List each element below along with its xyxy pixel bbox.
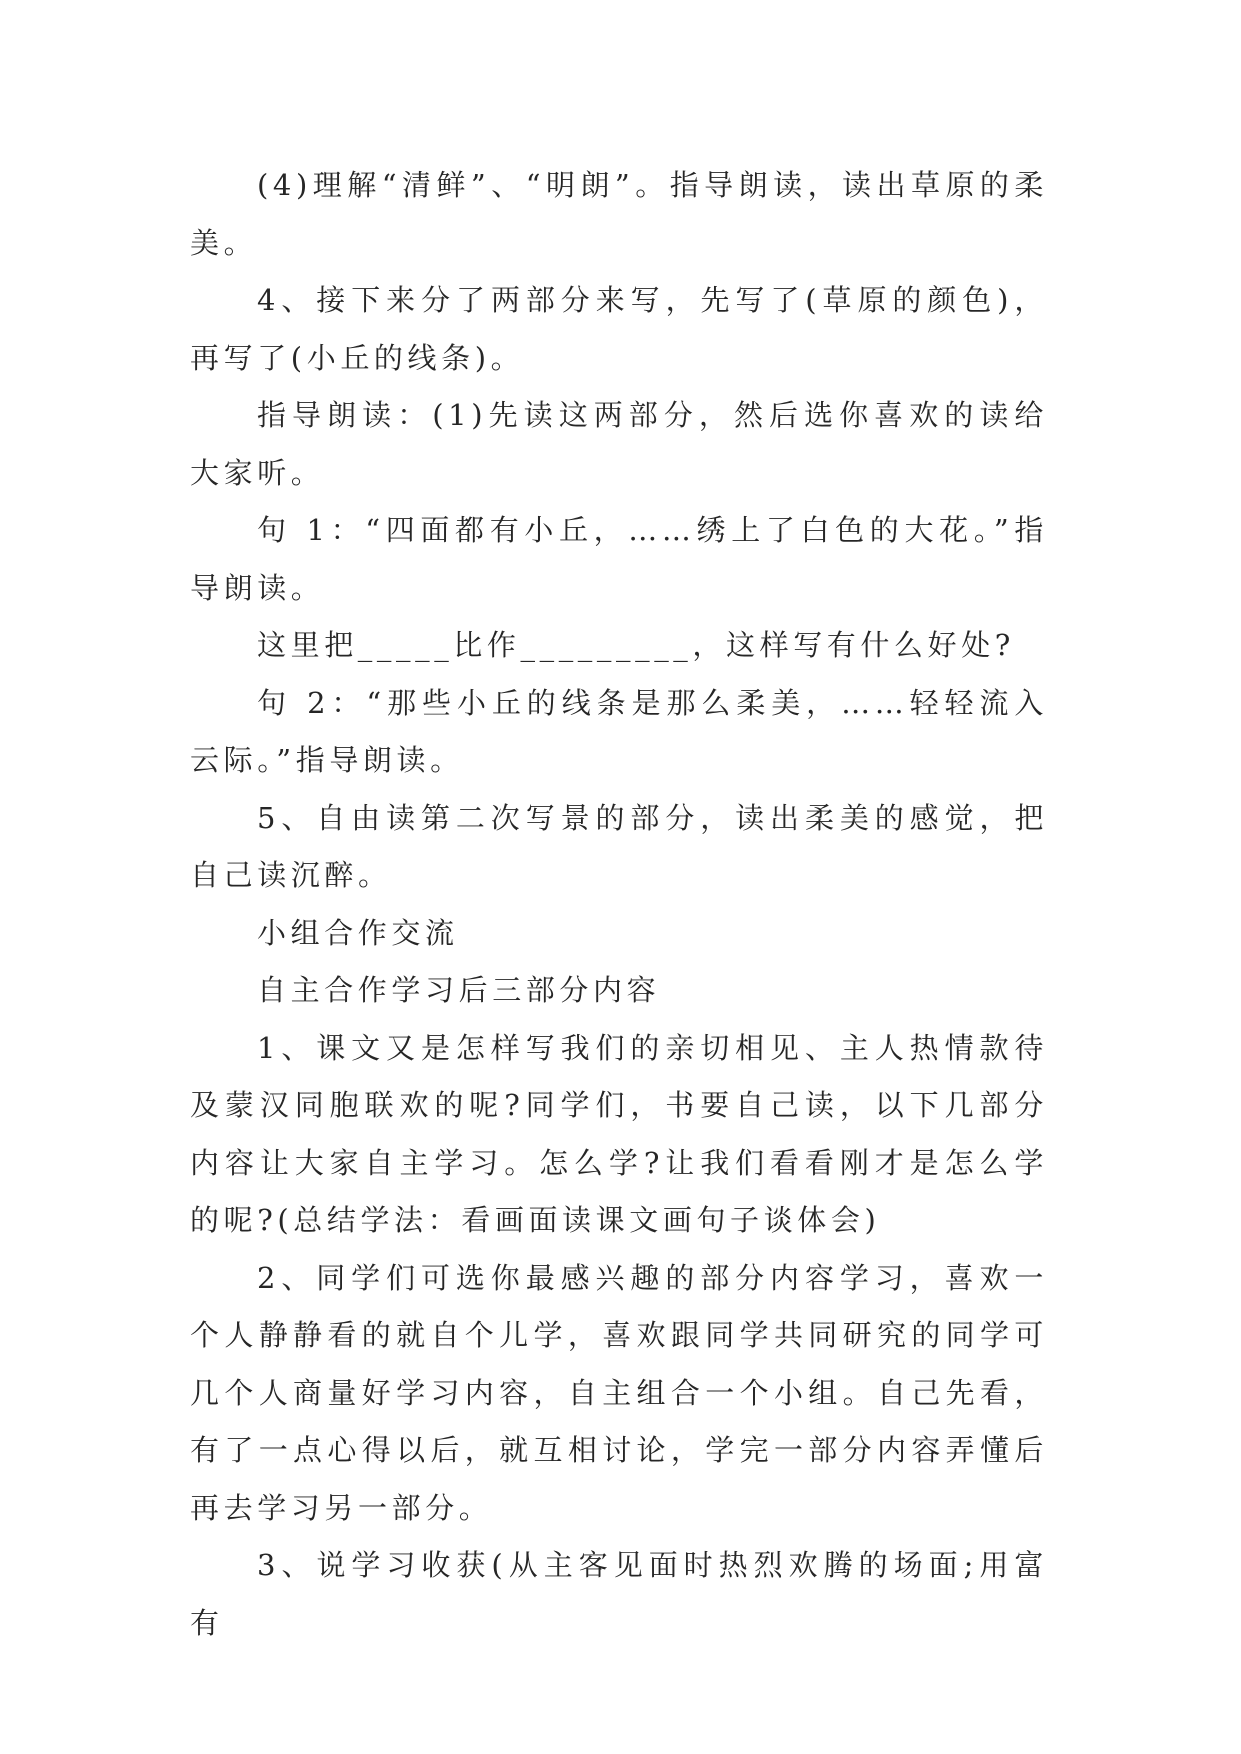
paragraph-item-3: 3、说学习收获(从主客见面时热烈欢腾的场面;用富有 [190,1548,1048,1640]
document-body [190,157,1048,1652]
paragraph-sentence-2: 句 2：“那些小丘的线条是那么柔美，……轻轻流入云际。”指导朗读。 [190,685,1048,777]
paragraph-item-1: 1、课文又是怎样写我们的亲切相见、主人热情款待及蒙汉同胞联欢的呢?同学们，书要自己读，以下几部分内容让大家自主学习。怎么学?让我们看看刚才是怎么学的呢?(总结学法：看画面读课文画句子谈体会) [190,1030,1048,1237]
paragraph-group-heading: 小组合作交流 [257,915,459,950]
paragraph-reading-guide: 指导朗读：(1)先读这两部分，然后选你喜欢的读给大家听。 [190,398,1048,490]
paragraph-self-study-heading: 自主合作学习后三部分内容 [257,973,661,1007]
paragraph-understand-words: (4)理解“清鲜”、“明朗”。指导朗读，读出草原的柔美。 [190,168,1048,260]
paragraph-item-2: 2、同学们可选你最感兴趣的部分内容学习，喜欢一个人静静看的就自个儿学，喜欢跟同学共同研究的同学可几个人商量好学习内容，自主组合一个小组。自己先看，有了一点心得以后，就互相讨论，学完一部分内容弄懂后再去学习另一部分。 [190,1260,1048,1525]
paragraph-free-reading: 5、自由读第二次写景的部分，读出柔美的感觉，把自己读沉醉。 [190,800,1048,892]
paragraph-sentence-1: 句 1：“四面都有小丘，……绣上了白色的大花。”指导朗读。 [190,513,1048,605]
paragraph-two-parts: 4、接下来分了两部分来写，先写了(草原的颜色)，再写了(小丘的线条)。 [190,283,1048,375]
paragraph-metaphor-question: 这里把_____比作_________，这样写有什么好处? [257,628,1015,662]
